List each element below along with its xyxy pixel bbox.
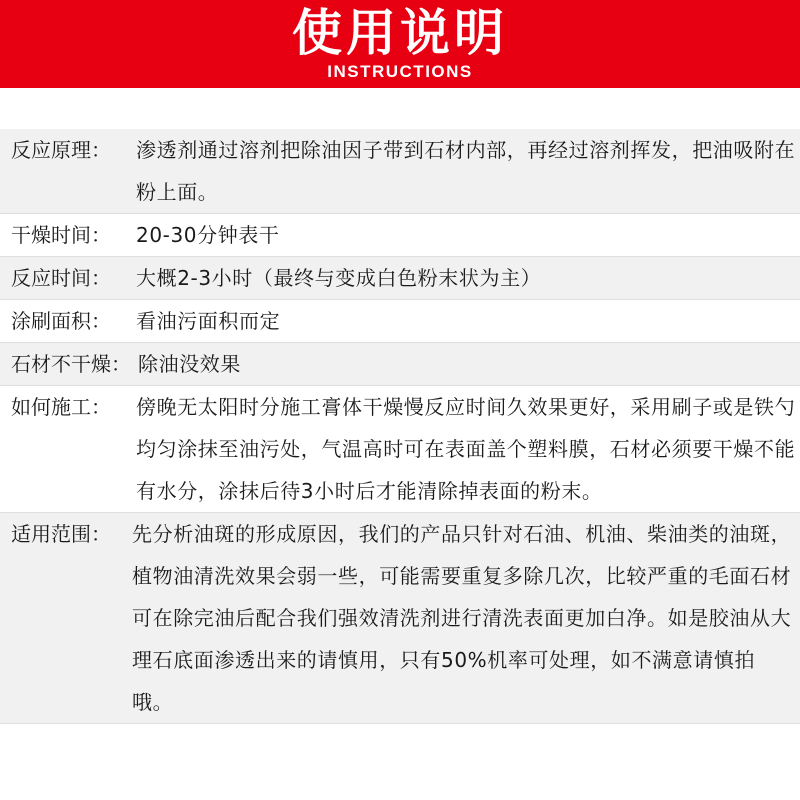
row-label: 如何施工： [11,395,111,419]
row-label: 涂刷面积： [11,309,111,333]
row-label: 反应时间： [11,266,111,290]
row-value: 20-30分钟表干 [136,223,280,247]
row-value: 傍晚无太阳时分施工膏体干燥慢反应时间久效果更好，采用刷子或是铁勺均匀涂抹至油污处，气温高时可在表面盖个塑料膜，石材必须要干燥不能有水分，涂抹后待3小时后才能清除掉表面的粉末。 [136,395,796,503]
row-reaction-time [0,257,800,300]
row-label: 反应原理： [11,138,111,162]
row-stone-not-dry [0,343,800,386]
page-title: 使用说明 [292,4,508,62]
row-drying-time [0,214,800,257]
row-label: 干燥时间： [11,223,111,247]
row-value: 先分析油斑的形成原因，我们的产品只针对石油、机油、柴油类的油斑，植物油清洗效果会弱一些，可能需要重复多除几次，比较严重的毛面石材可在除完油后配合我们强效清洗剂进行清洗表面更加白净。如是胶油从大理石底面渗透出来的请慎用，只有50%机率可处理，如不满意请慎拍哦。 [132,522,792,714]
row-value: 看油污面积而定 [136,309,281,333]
row-reaction-principle [0,129,800,214]
row-value: 大概2-3小时（最终与变成白色粉末状为主） [136,266,542,290]
header-banner [0,0,800,88]
row-value: 除油没效果 [138,352,241,376]
row-coverage-area [0,300,800,343]
page-subtitle: INSTRUCTIONS [327,62,473,81]
row-label: 适用范围： [11,522,111,546]
row-value: 渗透剂通过溶剂把除油因子带到石材内部，再经过溶剂挥发，把油吸附在粉上面。 [136,138,796,204]
row-label: 石材不干燥： [11,352,131,376]
row-applicable-scope [0,513,800,724]
instructions-list [0,129,800,724]
row-how-to-apply [0,386,800,513]
